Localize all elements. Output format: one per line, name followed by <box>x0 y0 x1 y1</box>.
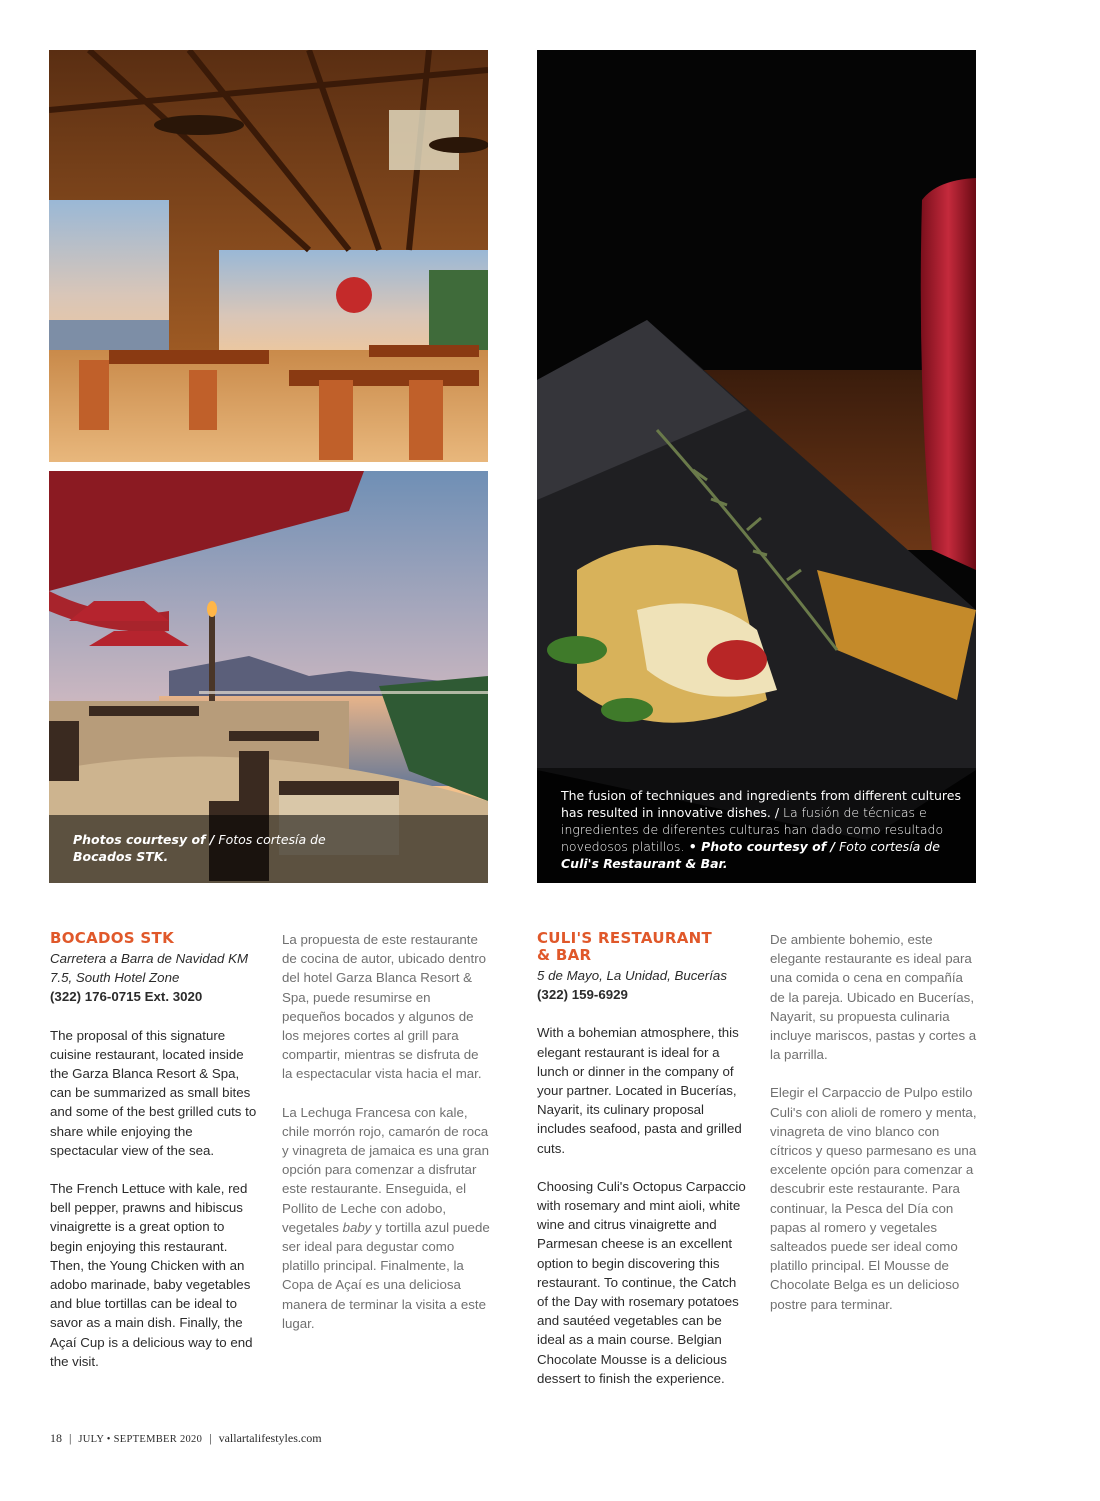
dish-credit-es: Foto cortesía de <box>835 839 940 854</box>
page-footer <box>50 1431 322 1446</box>
dish-credit-en: Photo courtesy of / <box>701 839 836 854</box>
bocados-en-paragraph-1: The proposal of this signature cuisine restaurant, located inside the Garza Blanca Resort & Spa, can be summarized as small bites and some of the best grilled cuts to share while enjoying the spectacular view of the sea. <box>50 1027 257 1158</box>
bocados-es-p2-em: baby <box>342 1219 372 1235</box>
dish-photo-caption <box>561 787 961 872</box>
bocados-phone: (322) 176-0715 Ext. 3020 <box>50 989 203 1005</box>
bocados-en-paragraph-2: The French Lettuce with kale, red bell pepper, prawns and hibiscus vinaigrette is a great option to begin enjoying this restaurant. Then, the Young Chicken with an adobo marinade, baby vegetables and blue tortillas can be ideal to savor as a main dish. Finally, the Açaí Cup is a delicious way to end the visit. <box>50 1181 253 1369</box>
culis-es-paragraph-1: De ambiente bohemio, este elegante restaurante es ideal para una comida o cena en compañía de la pareja. Ubicado en Bucerías, Nayarit, su propuesta culinaria incluye mariscos, pastas y cortes a la parrilla. <box>770 932 977 1063</box>
website-link[interactable]: vallartalifestyles.com <box>218 1431 322 1445</box>
bocados-es-p2-a: La Lechuga Francesa con kale, chile morrón rojo, camarón de roca y vinagreta de jamaica es una gran opción para comenzar a disfrutar este restaurante. Enseguida, el Pollito de Leche con adobo, vegetales <box>282 1104 489 1235</box>
terrace-photo <box>49 471 488 883</box>
footer-separator: | <box>69 1431 72 1445</box>
dish-photo <box>537 50 976 883</box>
dish-credit-name: Culi's Restaurant & Bar. <box>561 856 728 871</box>
caption-credit-en: Photos courtesy of / <box>73 832 215 847</box>
bocados-heading: BOCADOS STK <box>50 929 174 947</box>
bocados-address: Carretera a Barra de Navidad KM 7.5, South Hotel Zone <box>50 951 249 986</box>
page-number: 18 <box>50 1431 62 1445</box>
culis-english-column <box>537 930 747 1407</box>
caption-credit-name: Bocados STK. <box>73 849 169 864</box>
dining-room-illustration <box>49 50 488 462</box>
dish-caption-bullet: • <box>684 839 702 854</box>
dish-illustration <box>537 50 976 883</box>
bocados-spanish-column <box>282 930 492 1352</box>
culis-phone: (322) 159-6929 <box>537 987 628 1003</box>
culis-heading: CULI'S RESTAURANT & BAR <box>537 929 712 964</box>
culis-en-paragraph-2: Choosing Culi's Octopus Carpaccio with rosemary and mint aioli, white wine and citrus vinaigrette and Parmesan cheese is an excellent option to begin discovering this restaurant. To continue, the Catch of the Day with rosemary potatoes and sautéed vegetables can be ideal as a main course. Belgian Chocolate Mousse is a delicious dessert to finish the experience. <box>537 1178 746 1386</box>
bocados-english-column <box>50 930 260 1390</box>
dish-caption-spanish: La fusión de técnicas e ingredientes de diferentes culturas han dado como resultado novedosos platillos. <box>561 805 944 854</box>
culis-address: 5 de Mayo, La Unidad, Bucerías <box>537 968 727 983</box>
culis-es-paragraph-2: Elegir el Carpaccio de Pulpo estilo Culi's con alioli de romero y menta, vinagreta de vino blanco con cítricos y queso parmesano es una excelente opción para comenzar a descubrir este restaurante. Para continuar, la Pesca del Día con papas al romero y vegetales salteados puede ser ideal como platillo principal. El Mousse de Chocolate Belga es un delicioso postre para terminar. <box>770 1085 977 1312</box>
dish-caption-english: The fusion of techniques and ingredients from different cultures has resulted in innovative dishes. / <box>561 788 961 820</box>
culis-spanish-column <box>770 930 980 1333</box>
issue-date: JULY • SEPTEMBER 2020 <box>78 1434 203 1445</box>
footer-separator: | <box>209 1431 212 1445</box>
bocados-es-paragraph-1: La propuesta de este restaurante de cocina de autor, ubicado dentro del hotel Garza Blanca Resort & Spa, puede resumirse en pequeños bocados y algunos de los mejores cortes al grill para compartir, mientras se disfruta de la espectacular vista hacia el mar. <box>282 932 487 1082</box>
bocados-es-p2-b: y tortilla azul puede ser ideal para degustar como platillo principal. Finalmente, la Copa de Açaí es una deliciosa manera de terminar la visita a este lugar. <box>282 1219 490 1331</box>
culis-en-paragraph-1: With a bohemian atmosphere, this elegant restaurant is ideal for a lunch or dinner in the company of your partner. Located in Bucerías, Nayarit, its culinary proposal includes seafood, pasta and grilled cuts. <box>537 1025 742 1156</box>
dining-room-photo <box>49 50 488 462</box>
bocados-es-paragraph-2 <box>282 1103 492 1333</box>
terrace-photo-caption <box>73 831 333 865</box>
caption-credit-es: Fotos cortesía de <box>214 832 326 847</box>
